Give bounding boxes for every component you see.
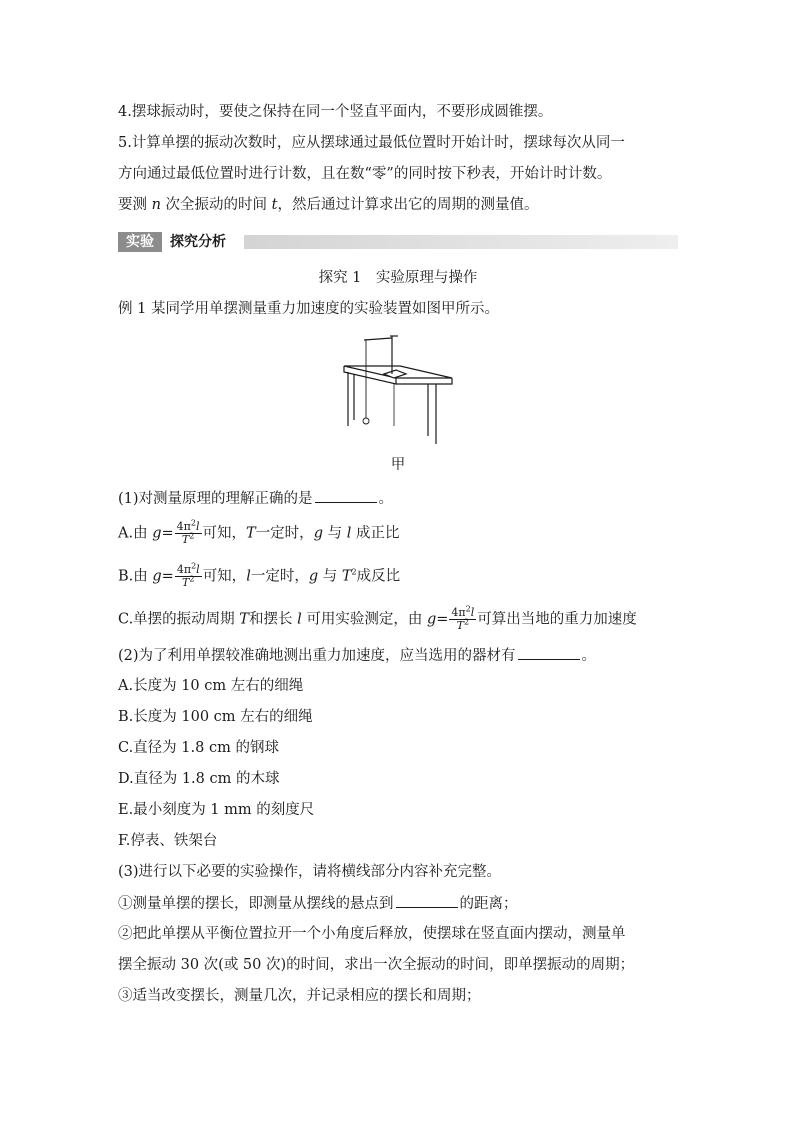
question-1-option-c: C.单摆的振动周期 T和摆长 l 可用实验测定，由 g= $\frac{4\pi^2l}{T^2}$ 可算出当地的重力加速度 [118,604,637,632]
table [344,366,452,444]
formula-fraction: $\frac{4\pi^2l}{T^2}$ [451,604,475,632]
note-item-5-line-3: 要测 n 次全振动的时间 t，然后通过计算求出它的周期的测量值。 [118,197,539,213]
formula-fraction: $\frac{4\pi^2l}{T^2}$ [176,561,200,589]
question-1-option-a: A.由 g= $\frac{4\pi^2l}{T^2}$ 可知，T一定时，g 与 l 成正比 [118,518,400,546]
question-2-option: A.长度为 10 cm 左右的细绳 [118,678,304,694]
question-2-stem: (2)为了利用单摆较准确地测出重力加速度，应当选用的器材有 。 [118,645,678,666]
question-1-option-b: B.由 g= $\frac{4\pi^2l}{T^2}$ 可知，l一定时，g 与 $T^2$成反比 [118,561,401,589]
example-intro: 例 1 某同学用单摆测量重力加速度的实验装置如图甲所示。 [118,301,499,317]
question-3-step-1: ①测量单摆的摆长，即测量从摆线的悬点到 的距离； [118,893,678,914]
question-1-stem: (1)对测量原理的理解正确的是 。 [118,488,678,509]
figure-caption: 甲 [390,457,406,473]
answer-blank-3[interactable] [396,893,458,908]
question-3-step-3: ③适当改变摆长，测量几次，并记录相应的摆长和周期； [118,988,481,1004]
inquiry-title: 探究 1 实验原理与操作 [318,270,478,286]
section-header [118,232,678,252]
question-2-option: F.停表、铁架台 [118,833,218,849]
question-2-option: C.直径为 1.8 cm 的钢球 [118,740,279,756]
question-3-step-2-line-2: 摆全振动 30 次(或 50 次)的时间，求出一次全振动的时间，即单摆振动的周期； [118,957,635,973]
formula-fraction: $\frac{4\pi^2l}{T^2}$ [176,518,200,546]
note-item-4: 4.摆球振动时，要使之保持在同一个竖直平面内，不要形成圆锥摆。 [118,104,553,120]
pendulum-apparatus-figure [336,330,456,450]
answer-blank-1[interactable] [315,488,377,503]
section-divider-bar [244,235,678,249]
answer-blank-2[interactable] [518,645,580,660]
pendulum [363,340,369,424]
section-title: 探究分析 [170,234,226,250]
question-3-step-2-line-1: ②把此单摆从平衡位置拉开一个小角度后释放，使摆球在竖直面内摆动，测量单 [118,926,626,942]
question-2-option: E.最小刻度为 1 mm 的刻度尺 [118,802,315,818]
question-2-option: D.直径为 1.8 cm 的木球 [118,771,280,787]
question-3-stem: (3)进行以下必要的实验操作，请将横线部分内容补充完整。 [118,864,502,880]
section-tag: 实验 [118,232,162,252]
note-item-5-line-1: 5.计算单摆的振动次数时，应从摆球通过最低位置时开始计时，摆球每次从同一 [118,135,625,151]
question-2-option: B.长度为 100 cm 左右的细绳 [118,709,313,725]
note-item-5-line-2: 方向通过最低位置时进行计数，且在数“零”的同时按下秒表，开始计时计数。 [118,166,612,182]
